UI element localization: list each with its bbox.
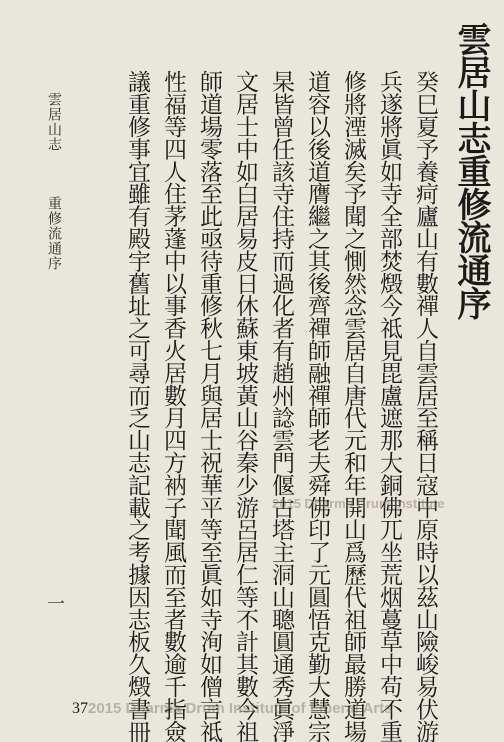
page-number: 37 <box>72 700 88 717</box>
text-column-8: 性福等四人住茅蓬中以事香火居數月四方衲子聞風而至者數逾千指僉 <box>160 70 186 742</box>
margin-chapter: 重修流通序 <box>46 196 62 271</box>
text-column-9: 議重修事宜雖有殿宇舊址之可尋而乏山志記載之考據因志板久燬書冊 <box>124 70 150 742</box>
text-column-1: 癸巳夏予養疴廬山有數禪人自雲居至稱日寇中原時以茲山險峻易伏游 <box>412 70 438 742</box>
text-column-6: 文居士中如白居易皮日休蘇東坡黃山谷秦少游呂居仁等不計其數今祖 <box>232 70 258 742</box>
text-column-5: 杲皆曾任該寺住持而過化者有趙州諗雲門偃古塔主洞山聰圓通秀眞淨 <box>268 70 294 742</box>
page-title: 雲居山志重修流通序 <box>451 22 491 319</box>
text-column-2: 兵遂將眞如寺全部焚燬今祗見毘盧遮那大銅佛兀坐荒烟蔓草中苟不重 <box>376 70 402 742</box>
text-column-7: 師道場零落至此亟待重修秋七月與居士祝華平等至眞如寺洵如僧言祗 <box>196 70 222 742</box>
margin-leaf-mark: 一 <box>44 594 65 613</box>
footer-watermark: 2015 Dharma Drum Institute of Liberal Arts <box>88 700 393 717</box>
text-column-3: 修將湮滅矣予聞之惻然念雲居自唐代元和年開山爲歷代祖師最勝道場 <box>340 70 366 742</box>
center-watermark: 2015 Dharma Drum Institute <box>272 496 445 511</box>
margin-book-title: 雲居山志 <box>46 92 62 152</box>
text-column-4: 道容以後道膺繼之其後齊禪師融禪師老夫舜佛印了元圓悟克勤大慧宗 <box>304 70 330 742</box>
